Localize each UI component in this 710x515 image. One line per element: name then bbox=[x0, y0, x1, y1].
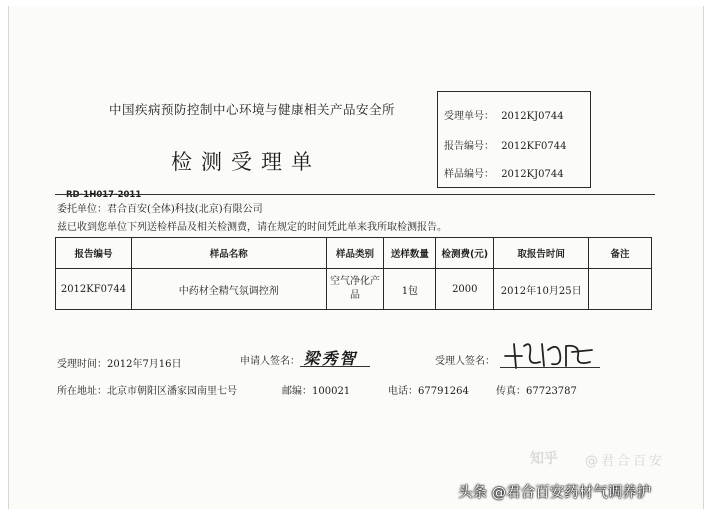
header-category: 样品类别 bbox=[326, 238, 384, 269]
report-number-value: 2012KF0744 bbox=[501, 141, 567, 152]
header-fee: 检测费(元) bbox=[436, 238, 494, 269]
header-report-no: 报告编号 bbox=[56, 238, 132, 269]
applicant-signature-label: 申请人签名： bbox=[240, 356, 300, 367]
cell-pickup-time: 2012年10月25日 bbox=[494, 269, 589, 310]
applicant-signature-line bbox=[300, 366, 370, 367]
zhihu-watermark-logo: 知乎 bbox=[530, 451, 558, 467]
applicant-signature: 梁秀智 bbox=[302, 349, 361, 368]
document-code: RD-1H017-2011 bbox=[66, 190, 142, 200]
report-number-row bbox=[444, 137, 567, 152]
sample-number-value: 2012KJ0744 bbox=[501, 169, 564, 180]
cell-report-no: 2012KF0744 bbox=[56, 269, 132, 310]
institute-name: 中国疾病预防控制中心环境与健康相关产品安全所 bbox=[109, 102, 396, 117]
cell-fee: 2000 bbox=[436, 269, 494, 310]
report-number-label: 报告编号： bbox=[444, 141, 494, 152]
client-name: 君合百安(全体)科技(北京)有限公司 bbox=[107, 204, 263, 215]
accept-time: 受理时间：2012年7月16日 bbox=[57, 359, 182, 370]
reference-number-box bbox=[437, 91, 591, 188]
client-label: 委托单位： bbox=[57, 204, 107, 215]
header-remark: 备注 bbox=[589, 238, 652, 269]
receipt-number-value: 2012KJ0744 bbox=[501, 111, 564, 122]
phone: 电话：67791264 bbox=[388, 386, 469, 397]
zhihu-watermark-user: @君合百安 bbox=[585, 454, 666, 469]
cell-remark bbox=[589, 269, 652, 310]
category-line-1: 空气净化产 bbox=[329, 276, 380, 287]
receipt-number-row bbox=[444, 107, 564, 122]
cell-sample-name: 中药材全精气氛调控剂 bbox=[131, 269, 326, 310]
table-header-row bbox=[56, 238, 652, 269]
sample-number-label: 样品编号： bbox=[444, 169, 494, 180]
form-title: 检测受理单 bbox=[171, 150, 321, 174]
client-line bbox=[57, 200, 263, 215]
address: 所在地址：北京市朝阳区潘家园南里七号 bbox=[57, 386, 237, 397]
cell-category bbox=[326, 269, 384, 310]
header-quantity: 送样数量 bbox=[384, 238, 436, 269]
sample-table bbox=[55, 237, 652, 310]
header-sample-name: 样品名称 bbox=[131, 238, 326, 269]
cell-quantity: 1包 bbox=[384, 269, 436, 310]
toutiao-credit: 头条 @君合百安药材气调养护 bbox=[458, 485, 652, 501]
header-divider bbox=[55, 194, 655, 195]
receiver-signature-line bbox=[500, 367, 600, 368]
receipt-notice: 兹已收到您单位下列送检样品及相关检测费，请在规定的时间凭此单来我所取检测报告。 bbox=[57, 222, 447, 233]
receiver-signature-scribble bbox=[500, 336, 600, 374]
receipt-number-label: 受理单号： bbox=[444, 111, 494, 122]
header-pickup-time: 取报告时间 bbox=[494, 238, 589, 269]
postcode: 邮编：100021 bbox=[282, 386, 351, 397]
category-line-2: 品 bbox=[349, 290, 360, 301]
sample-number-row bbox=[444, 165, 564, 180]
fax: 传真：67723787 bbox=[496, 386, 577, 397]
receiver-signature-label: 受理人签名： bbox=[435, 356, 495, 367]
table-row bbox=[56, 269, 652, 310]
